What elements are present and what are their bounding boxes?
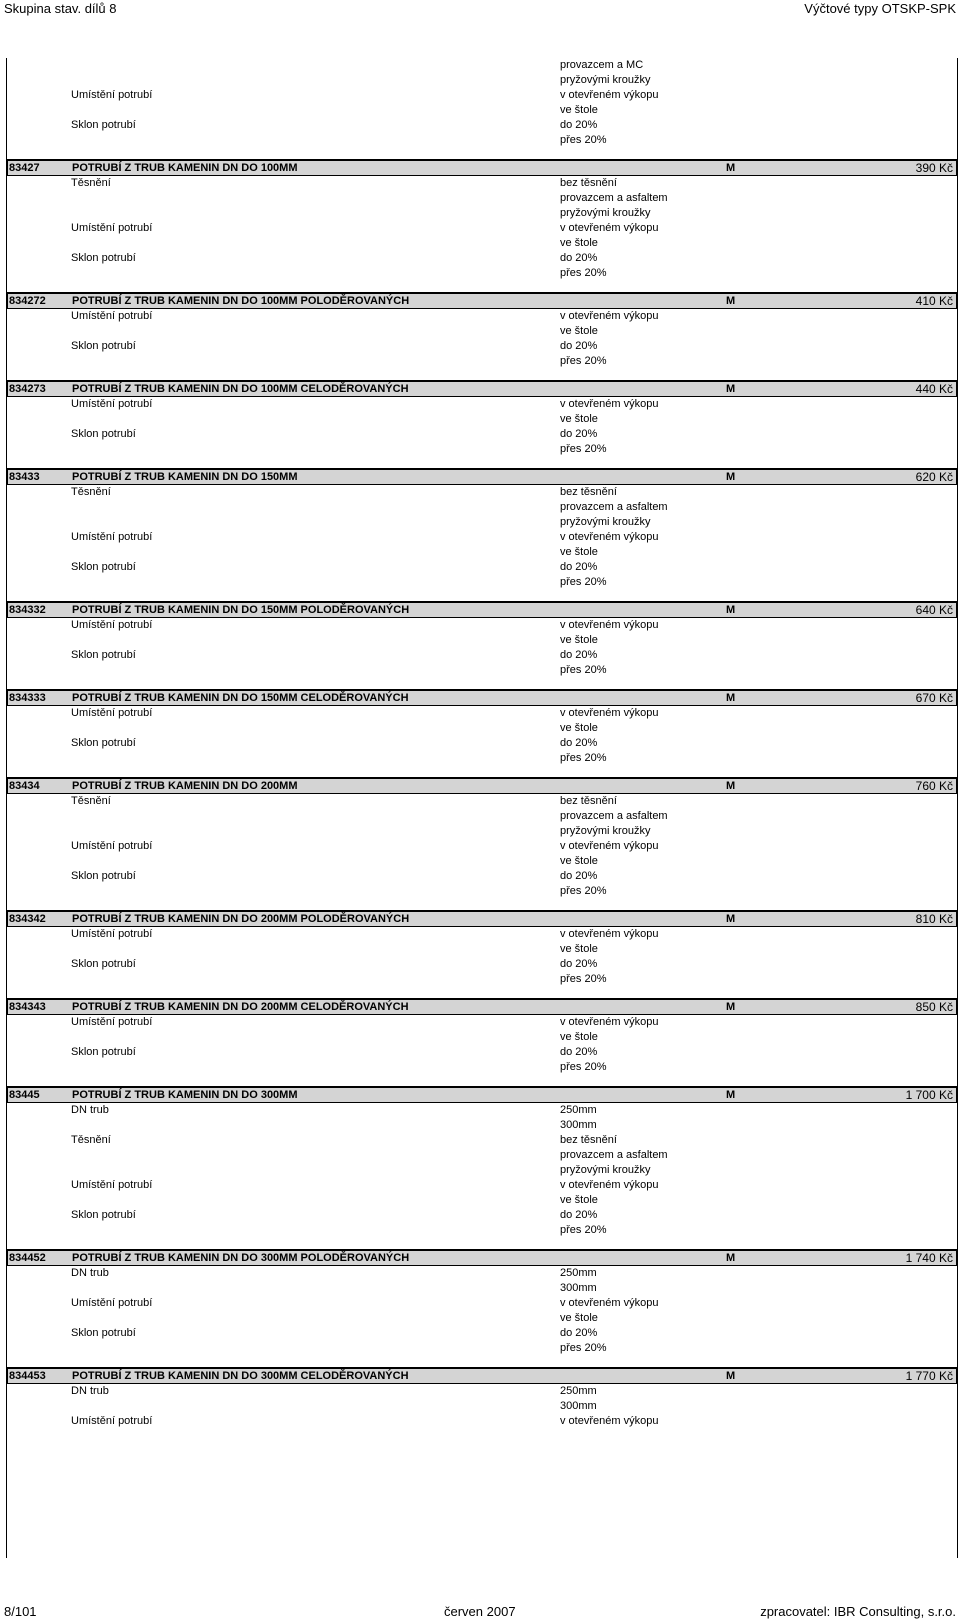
param-value: v otevřeném výkopu bbox=[560, 1297, 659, 1309]
item-unit: M bbox=[726, 471, 736, 483]
param-value: provazcem a asfaltem bbox=[560, 501, 668, 513]
item-unit: M bbox=[726, 295, 736, 307]
item-unit: M bbox=[726, 780, 736, 792]
param-value: přes 20% bbox=[560, 1342, 607, 1354]
param-value: ve štole bbox=[560, 634, 598, 646]
item-code: 834273 bbox=[9, 383, 46, 395]
param-value: ve štole bbox=[560, 546, 598, 558]
item-name: POTRUBÍ Z TRUB KAMENIN DN DO 150MM CELODĚROVANÝCH bbox=[72, 692, 409, 704]
footer-author: zpracovatel: IBR Consulting, s.r.o. bbox=[760, 1604, 956, 1619]
item-header bbox=[7, 1087, 957, 1103]
param-value: přes 20% bbox=[560, 664, 607, 676]
item-unit: M bbox=[726, 913, 736, 925]
param-label: Umístění potrubí bbox=[71, 1297, 153, 1309]
param-value: ve štole bbox=[560, 325, 598, 337]
item-price: 1 740 Kč bbox=[905, 1251, 953, 1265]
item-price: 850 Kč bbox=[915, 1000, 953, 1014]
param-value: přes 20% bbox=[560, 355, 607, 367]
item-code: 834342 bbox=[9, 913, 46, 925]
item-unit: M bbox=[726, 1089, 736, 1101]
param-value: v otevřeném výkopu bbox=[560, 707, 659, 719]
item-header bbox=[7, 469, 957, 485]
item-table bbox=[6, 58, 958, 1558]
param-label: Umístění potrubí bbox=[71, 1179, 153, 1191]
item-price: 410 Kč bbox=[915, 294, 953, 308]
param-label: Umístění potrubí bbox=[71, 531, 153, 543]
item-name: POTRUBÍ Z TRUB KAMENIN DN DO 150MM bbox=[72, 471, 298, 483]
item-row bbox=[7, 159, 957, 292]
item-row bbox=[7, 1086, 957, 1249]
param-label: Těsnění bbox=[71, 795, 111, 807]
item-header bbox=[7, 1250, 957, 1266]
param-label: Sklon potrubí bbox=[71, 870, 136, 882]
item-row bbox=[7, 689, 957, 777]
param-value: do 20% bbox=[560, 340, 598, 352]
item-name: POTRUBÍ Z TRUB KAMENIN DN DO 150MM POLODĚROVANÝCH bbox=[72, 604, 410, 616]
param-value: do 20% bbox=[560, 119, 598, 131]
param-label: DN trub bbox=[71, 1385, 109, 1397]
param-value: ve štole bbox=[560, 943, 598, 955]
item-price: 760 Kč bbox=[915, 779, 953, 793]
param-value: ve štole bbox=[560, 1194, 598, 1206]
page-footer bbox=[0, 1602, 960, 1622]
param-label: Sklon potrubí bbox=[71, 1046, 136, 1058]
item-code: 83445 bbox=[9, 1089, 40, 1101]
page-number: 8/101 bbox=[4, 1604, 37, 1619]
item-name: POTRUBÍ Z TRUB KAMENIN DN DO 300MM POLODĚROVANÝCH bbox=[72, 1252, 410, 1264]
param-value: přes 20% bbox=[560, 576, 607, 588]
param-label: Sklon potrubí bbox=[71, 561, 136, 573]
item-name: POTRUBÍ Z TRUB KAMENIN DN DO 300MM CELODĚROVANÝCH bbox=[72, 1370, 409, 1382]
param-label: Umístění potrubí bbox=[71, 1016, 153, 1028]
item-row bbox=[7, 777, 957, 910]
param-value: bez těsnění bbox=[560, 795, 617, 807]
param-value: 250mm bbox=[560, 1104, 597, 1116]
param-value: do 20% bbox=[560, 958, 598, 970]
param-value: provazcem a asfaltem bbox=[560, 192, 668, 204]
param-label: DN trub bbox=[71, 1104, 109, 1116]
item-name: POTRUBÍ Z TRUB KAMENIN DN DO 100MM POLODĚROVANÝCH bbox=[72, 295, 410, 307]
param-value: provazcem a MC bbox=[560, 59, 644, 71]
param-label: Sklon potrubí bbox=[71, 428, 136, 440]
param-value: přes 20% bbox=[560, 443, 607, 455]
param-value: provazcem a asfaltem bbox=[560, 1149, 668, 1161]
param-label: Sklon potrubí bbox=[71, 119, 136, 131]
param-value: v otevřeném výkopu bbox=[560, 1179, 659, 1191]
item-name: POTRUBÍ Z TRUB KAMENIN DN DO 200MM CELODĚROVANÝCH bbox=[72, 1001, 409, 1013]
param-label: Umístění potrubí bbox=[71, 89, 153, 101]
param-value: přes 20% bbox=[560, 885, 607, 897]
param-label: Těsnění bbox=[71, 177, 111, 189]
param-value: přes 20% bbox=[560, 1224, 607, 1236]
param-value: pryžovými kroužky bbox=[560, 74, 651, 86]
param-value: ve štole bbox=[560, 237, 598, 249]
item-row bbox=[7, 910, 957, 998]
param-value: v otevřeném výkopu bbox=[560, 840, 659, 852]
param-label: Sklon potrubí bbox=[71, 252, 136, 264]
param-value: 300mm bbox=[560, 1119, 597, 1131]
param-value: přes 20% bbox=[560, 973, 607, 985]
param-value: v otevřeném výkopu bbox=[560, 310, 659, 322]
param-value: bez těsnění bbox=[560, 1134, 617, 1146]
param-value: do 20% bbox=[560, 737, 598, 749]
item-unit: M bbox=[726, 383, 736, 395]
param-value: ve štole bbox=[560, 1312, 598, 1324]
param-value: v otevřeném výkopu bbox=[560, 398, 659, 410]
param-value: provazcem a asfaltem bbox=[560, 810, 668, 822]
item-unit: M bbox=[726, 1252, 736, 1264]
param-label: Umístění potrubí bbox=[71, 707, 153, 719]
item-header bbox=[7, 293, 957, 309]
item-unit: M bbox=[726, 692, 736, 704]
item-price: 1 700 Kč bbox=[905, 1088, 953, 1102]
param-label: Umístění potrubí bbox=[71, 310, 153, 322]
item-header bbox=[7, 381, 957, 397]
item-code: 834452 bbox=[9, 1252, 46, 1264]
item-name: POTRUBÍ Z TRUB KAMENIN DN DO 100MM bbox=[72, 162, 298, 174]
param-label: Umístění potrubí bbox=[71, 928, 153, 940]
param-value: 250mm bbox=[560, 1385, 597, 1397]
item-price: 640 Kč bbox=[915, 603, 953, 617]
param-value: do 20% bbox=[560, 428, 598, 440]
param-label: Těsnění bbox=[71, 1134, 111, 1146]
param-value: bez těsnění bbox=[560, 177, 617, 189]
item-header bbox=[7, 160, 957, 176]
continued-item bbox=[7, 58, 957, 159]
item-code: 834343 bbox=[9, 1001, 46, 1013]
param-value: ve štole bbox=[560, 1031, 598, 1043]
param-label: Umístění potrubí bbox=[71, 619, 153, 631]
item-row bbox=[7, 1367, 957, 1431]
param-value: pryžovými kroužky bbox=[560, 1164, 651, 1176]
param-value: v otevřeném výkopu bbox=[560, 89, 659, 101]
param-value: do 20% bbox=[560, 252, 598, 264]
item-unit: M bbox=[726, 604, 736, 616]
header-group-title: Skupina stav. dílů 8 bbox=[4, 1, 117, 16]
item-price: 390 Kč bbox=[915, 161, 953, 175]
param-value: 300mm bbox=[560, 1282, 597, 1294]
item-header bbox=[7, 911, 957, 927]
item-row bbox=[7, 468, 957, 601]
param-label: Sklon potrubí bbox=[71, 737, 136, 749]
item-row bbox=[7, 1249, 957, 1367]
param-label: Umístění potrubí bbox=[71, 840, 153, 852]
param-value: ve štole bbox=[560, 722, 598, 734]
footer-date: červen 2007 bbox=[444, 1604, 516, 1619]
param-value: v otevřeném výkopu bbox=[560, 1016, 659, 1028]
item-unit: M bbox=[726, 1370, 736, 1382]
item-code: 834333 bbox=[9, 692, 46, 704]
param-value: ve štole bbox=[560, 855, 598, 867]
item-price: 620 Kč bbox=[915, 470, 953, 484]
item-code: 834272 bbox=[9, 295, 46, 307]
item-unit: M bbox=[726, 1001, 736, 1013]
item-row bbox=[7, 380, 957, 468]
page-header bbox=[0, 0, 960, 22]
item-header bbox=[7, 999, 957, 1015]
param-value: ve štole bbox=[560, 413, 598, 425]
param-value: do 20% bbox=[560, 1046, 598, 1058]
item-price: 440 Kč bbox=[915, 382, 953, 396]
item-code: 83427 bbox=[9, 162, 40, 174]
item-header bbox=[7, 1368, 957, 1384]
item-price: 810 Kč bbox=[915, 912, 953, 926]
param-value: pryžovými kroužky bbox=[560, 207, 651, 219]
param-value: do 20% bbox=[560, 870, 598, 882]
item-name: POTRUBÍ Z TRUB KAMENIN DN DO 200MM POLODĚROVANÝCH bbox=[72, 913, 410, 925]
header-catalog-title: Výčtové typy OTSKP-SPK bbox=[804, 1, 956, 16]
param-value: 300mm bbox=[560, 1400, 597, 1412]
param-label: Sklon potrubí bbox=[71, 958, 136, 970]
param-label: Umístění potrubí bbox=[71, 222, 153, 234]
param-label: Sklon potrubí bbox=[71, 1327, 136, 1339]
param-value: bez těsnění bbox=[560, 486, 617, 498]
param-value: přes 20% bbox=[560, 267, 607, 279]
item-unit: M bbox=[726, 162, 736, 174]
param-value: v otevřeném výkopu bbox=[560, 222, 659, 234]
item-header bbox=[7, 778, 957, 794]
param-value: v otevřeném výkopu bbox=[560, 928, 659, 940]
param-value: 250mm bbox=[560, 1267, 597, 1279]
param-value: v otevřeném výkopu bbox=[560, 531, 659, 543]
item-row bbox=[7, 601, 957, 689]
param-label: Sklon potrubí bbox=[71, 340, 136, 352]
item-name: POTRUBÍ Z TRUB KAMENIN DN DO 200MM bbox=[72, 780, 298, 792]
param-label: Umístění potrubí bbox=[71, 1415, 153, 1427]
param-value: v otevřeném výkopu bbox=[560, 619, 659, 631]
param-value: přes 20% bbox=[560, 1061, 607, 1073]
param-value: do 20% bbox=[560, 561, 598, 573]
param-value: do 20% bbox=[560, 649, 598, 661]
item-name: POTRUBÍ Z TRUB KAMENIN DN DO 300MM bbox=[72, 1089, 298, 1101]
param-label: Sklon potrubí bbox=[71, 649, 136, 661]
param-value: do 20% bbox=[560, 1327, 598, 1339]
item-code: 83434 bbox=[9, 780, 40, 792]
param-label: Umístění potrubí bbox=[71, 398, 153, 410]
param-label: Sklon potrubí bbox=[71, 1209, 136, 1221]
param-label: Těsnění bbox=[71, 486, 111, 498]
item-row bbox=[7, 998, 957, 1086]
item-price: 670 Kč bbox=[915, 691, 953, 705]
param-value: ve štole bbox=[560, 104, 598, 116]
item-price: 1 770 Kč bbox=[905, 1369, 953, 1383]
param-label: DN trub bbox=[71, 1267, 109, 1279]
param-value: pryžovými kroužky bbox=[560, 516, 651, 528]
item-code: 83433 bbox=[9, 471, 40, 483]
param-value: přes 20% bbox=[560, 134, 607, 146]
item-code: 834453 bbox=[9, 1370, 46, 1382]
item-header bbox=[7, 602, 957, 618]
param-value: do 20% bbox=[560, 1209, 598, 1221]
param-value: pryžovými kroužky bbox=[560, 825, 651, 837]
param-value: přes 20% bbox=[560, 752, 607, 764]
item-code: 834332 bbox=[9, 604, 46, 616]
item-name: POTRUBÍ Z TRUB KAMENIN DN DO 100MM CELODĚROVANÝCH bbox=[72, 383, 409, 395]
item-header bbox=[7, 690, 957, 706]
param-value: v otevřeném výkopu bbox=[560, 1415, 659, 1427]
item-row bbox=[7, 292, 957, 380]
